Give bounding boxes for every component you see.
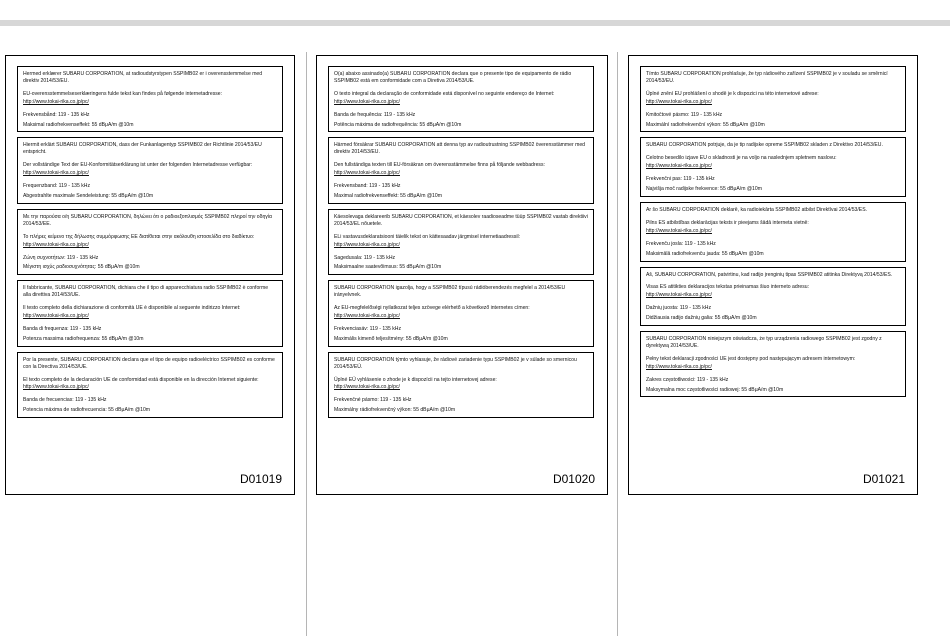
declaration-url-link[interactable]: http://www.tokai-rika.co.jp/pc/: [23, 313, 89, 320]
declaration-text: Il fabbricante, SUBARU CORPORATION, dichiara che il tipo di apparecchiatura radio SSPIMB02 è conforme alla direttiva 2014/53/UE.: [23, 285, 269, 299]
declaration-text: Hiermit erklärt SUBARU CORPORATION, dass der Funkanlagentyp SSPIMB02 der Richtlinie 2014/53/EU entspricht.: [23, 142, 262, 156]
declaration-text: Celotno besedilo izjave EU o skladnosti je na voljo na naslednjem spletnem naslovu:: [646, 155, 837, 162]
declaration-text: Frekvenčné pásmo: 119 - 135 kHz: [334, 397, 412, 404]
declaration-url-link[interactable]: http://www.tokai-rika.co.jp/pc/: [646, 163, 712, 170]
declaration-text: Pilns ES atbilstības deklarācijas teksts ir pieejams šādā interneta vietnē:: [646, 219, 809, 226]
declaration-text: EU-overensstemmelseserklæringens fulde tekst kan findes på følgende internetadresse:: [23, 90, 223, 97]
declaration-url-link[interactable]: http://www.tokai-rika.co.jp/pc/: [646, 98, 712, 105]
declaration-box: [328, 209, 594, 275]
declaration-url-link[interactable]: http://www.tokai-rika.co.jp/pc/: [23, 98, 89, 105]
declaration-column: [328, 66, 594, 423]
declaration-url-link[interactable]: http://www.tokai-rika.co.jp/pc/: [646, 227, 712, 234]
declaration-box: [328, 280, 594, 346]
declaration-text: Az EU-megfelelőségi nyilatkozat teljes szövege elérhető a következő internetes címen:: [334, 305, 530, 312]
declaration-url-link[interactable]: http://www.tokai-rika.co.jp/pc/: [23, 384, 89, 391]
declaration-url-link[interactable]: http://www.tokai-rika.co.jp/pc/: [334, 98, 400, 105]
declaration-box: [640, 66, 906, 132]
declaration-url-link[interactable]: http://www.tokai-rika.co.jp/pc/: [646, 363, 712, 370]
declaration-text: Frekvenčni pas: 119 - 135 kHz: [646, 176, 715, 183]
column-divider: [306, 52, 307, 636]
declaration-text: Banda de frecuencias: 119 - 135 kHz: [23, 397, 107, 404]
declaration-text: Potência máxima de radiofrequência: 55 dBμA/m @10m: [334, 121, 462, 128]
declaration-text: O texto integral da declaração de conformidade está disponível no seguinte endereço de Internet:: [334, 90, 555, 97]
declaration-text: Μέγιστη ισχύς ραδιοσυχνότητας: 55 dBμA/m @10m: [23, 264, 140, 271]
declaration-text: Härmed försäkrar SUBARU CORPORATION att denna typ av radioutrustning SSPIMB02 överensstämmer med direktiv 2014/53/EU.: [334, 142, 586, 156]
declaration-text: SUBARU CORPORATION potrjuje, da je tip radijske opreme SSPIMB02 skladen z Direktivo 2014/53/EU.: [646, 142, 883, 149]
declaration-text: Por la presente, SUBARU CORPORATION declara que el tipo de equipo radioeléctrico SSPIMB02 es conforme con la Directiva 2014/53/UE.: [23, 356, 275, 370]
declaration-box: [328, 137, 594, 203]
declaration-text: Il testo completo della dichiarazione di conformità UE è disponibile al seguente indirizzo Internet:: [23, 305, 241, 312]
declaration-box: [640, 267, 906, 327]
declaration-url-link[interactable]: http://www.tokai-rika.co.jp/pc/: [646, 292, 712, 299]
declaration-text: O(a) abaixo assinado(a) SUBARU CORPORATION declara que o presente tipo de equipamento de rádio SSPIMB02 está em conformidade com a Diretiva 2014/53/UE.: [334, 71, 572, 84]
declaration-text: Maximální radiofrekvenční výkon: 55 dBμA/m @10m: [646, 121, 765, 128]
declaration-text: Ζώνη συχνοτήτων: 119 - 135 kHz: [23, 254, 99, 261]
declaration-text: Banda de frequência: 119 - 135 kHz: [334, 111, 416, 118]
declaration-url-link[interactable]: http://www.tokai-rika.co.jp/pc/: [334, 384, 400, 391]
declaration-column: [640, 66, 906, 402]
declaration-text: Sagedusala: 119 - 135 kHz: [334, 254, 396, 261]
declaration-text: Maximal radiofrekvenseffekt: 55 dBμA/m @10m: [334, 192, 442, 199]
declaration-text: El texto completo de la declaración UE de conformidad está disponible en la dirección Internet siguiente:: [23, 376, 259, 383]
declaration-text: Tímto SUBARU CORPORATION prohlašuje, že typ rádiového zařízení SSPIMB02 je v souladu se směrnicí 2014/53/EU.: [646, 71, 888, 84]
declaration-text: Frequenzband: 119 - 135 kHz: [23, 183, 91, 190]
declaration-text: Najvišja moč radijske frekvence: 55 dBμA/m @10m: [646, 186, 762, 193]
declaration-box: [17, 209, 283, 275]
declaration-text: Frekvenciasáv: 119 - 135 kHz: [334, 325, 402, 332]
declaration-text: Maksimālā radiofrekvenču jauda: 55 dBμA/m @10m: [646, 250, 764, 257]
declaration-url-link[interactable]: http://www.tokai-rika.co.jp/pc/: [23, 241, 89, 248]
declaration-box: [17, 352, 283, 418]
declaration-url-link[interactable]: http://www.tokai-rika.co.jp/pc/: [23, 170, 89, 177]
declaration-url-link[interactable]: http://www.tokai-rika.co.jp/pc/: [334, 170, 400, 177]
declaration-box: [328, 352, 594, 418]
page-code: D01020: [552, 472, 595, 486]
declaration-column: [17, 66, 283, 423]
declaration-box: [640, 137, 906, 197]
declaration-text: Banda di frequenza: 119 - 135 kHz: [23, 325, 102, 332]
declaration-text: Frekvenču josla: 119 - 135 kHz: [646, 240, 716, 247]
declaration-url-link[interactable]: http://www.tokai-rika.co.jp/pc/: [334, 241, 400, 248]
declaration-text: Με την παρούσα ο/η SUBARU CORPORATION, δηλώνει ότι ο ραδιοεξοπλισμός SSPIMB02 πληροί την οδηγία 2014/53/ΕΕ.: [23, 213, 272, 227]
declaration-page: [316, 55, 608, 495]
declaration-text: ELi vastavusdeklaratsiooni täielik tekst on kättesaadav järgmisel internetiaadressil:: [334, 233, 521, 240]
declaration-text: Dažnių juosta: 119 - 135 kHz: [646, 305, 712, 312]
declaration-text: Aš, SUBARU CORPORATION, patvirtinu, kad radijo įrenginių tipas SSPIMB02 atitinka Direktyvą 2014/53/ES.: [646, 271, 893, 278]
declaration-text: Maksimaalne saatevõimsus: 55 dBμA/m @10m: [334, 264, 442, 271]
declaration-text: Didžiausia radijo dažnių galia: 55 dBμA/m @10m: [646, 315, 757, 322]
declaration-text: Maximális kimenő teljesítmény: 55 dBμA/m @10m: [334, 335, 448, 342]
declaration-text: Úplné znění EU prohlášení o shodě je k dispozici na této internetové adrese:: [646, 90, 819, 97]
declaration-text: SUBARU CORPORATION igazolja, hogy a SSPIMB02 típusú rádióberendezés megfelel a 2014/53/EU irányelvnek.: [334, 285, 566, 299]
declaration-text: Frekvensbånd: 119 - 135 kHz: [23, 111, 90, 118]
declaration-text: Visas ES atitikties deklaracijos tekstas prieinamas šiuo interneto adresu:: [646, 284, 809, 291]
declaration-url-link[interactable]: http://www.tokai-rika.co.jp/pc/: [334, 313, 400, 320]
declaration-text: Zakres częstotliwości: 119 - 135 kHz: [646, 376, 729, 383]
page-code: D01021: [862, 472, 905, 486]
declaration-box: [17, 280, 283, 346]
declaration-page: [5, 55, 295, 495]
declaration-text: Ar šo SUBARU CORPORATION deklarē, ka radioiekārta SSPIMB02 atbilst Direktīvai 2014/53/ES.: [646, 206, 868, 213]
declaration-text: Το πλήρες κείμενο της δήλωσης συμμόρφωσης ΕΕ διατίθεται στην ακόλουθη ιστοσελίδα στο διαδίκτυο:: [23, 233, 255, 240]
declaration-box: [17, 137, 283, 203]
declaration-text: Frekvensband: 119 - 135 kHz: [334, 183, 401, 190]
top-rule: [0, 20, 950, 26]
declaration-box: [17, 66, 283, 132]
column-divider: [617, 52, 618, 636]
declaration-text: Käesolevaga deklareerib SUBARU CORPORATION, et käesolev raadioseadme tüüp SSPIMB02 vastab direktiivi 2014/53/EL nõuetele.: [334, 213, 588, 227]
declaration-text: Hermed erklærer SUBARU CORPORATION, at radioudstyrstypen SSPIMB02 er i overensstemmelse med direktiv 2014/53/EU.: [23, 71, 263, 84]
declaration-text: Den fullständiga texten till EU-försäkran om överensstämmelse finns på följande webbadress:: [334, 162, 545, 169]
page-code: D01019: [239, 472, 282, 486]
declaration-box: [640, 331, 906, 397]
declaration-text: Potenza massima radiofrequenza: 55 dBμA/m @10m: [23, 335, 144, 342]
declaration-text: Maximálny rádiofrekvenčný výkon: 55 dBμA/m @10m: [334, 407, 456, 414]
declaration-text: SUBARU CORPORATION niniejszym oświadcza, że typ urządzenia radiowego SSPIMB02 jest zgodny z dyrektywą 2014/53/UE.: [646, 336, 882, 349]
declaration-text: Der vollständige Text der EU-Konformitätserklärung ist unter der folgenden Internetadresse verfügbar:: [23, 162, 253, 169]
declaration-text: Potencia máxima de radiofrecuencia: 55 dBμA/m @10m: [23, 407, 151, 414]
declaration-text: Abgestrahlte maximale Sendeleistung: 55 dBμA/m @10m: [23, 192, 154, 199]
declaration-text: Úplné EÚ vyhlásenie o zhode je k dispozícii na tejto internetovej adrese:: [334, 376, 497, 383]
declaration-box: [640, 202, 906, 262]
declaration-text: Kmitočtové pásmo: 119 - 135 kHz: [646, 111, 723, 118]
declaration-text: SUBARU CORPORATION týmto vyhlasuje, že rádiové zariadenie typu SSPIMB02 je v súlade so smernicou 2014/53/EÚ.: [334, 356, 577, 370]
declaration-text: Pełny tekst deklaracji zgodności UE jest dostępny pod następującym adresem internetowym:: [646, 355, 856, 362]
declaration-text: Maksymalna moc częstotliwości radiowej: 55 dBμA/m @10m: [646, 386, 784, 393]
declaration-box: [328, 66, 594, 132]
declaration-text: Maksimal radiofrekvenseffekt: 55 dBμA/m @10m: [23, 121, 134, 128]
declaration-page: [628, 55, 918, 495]
